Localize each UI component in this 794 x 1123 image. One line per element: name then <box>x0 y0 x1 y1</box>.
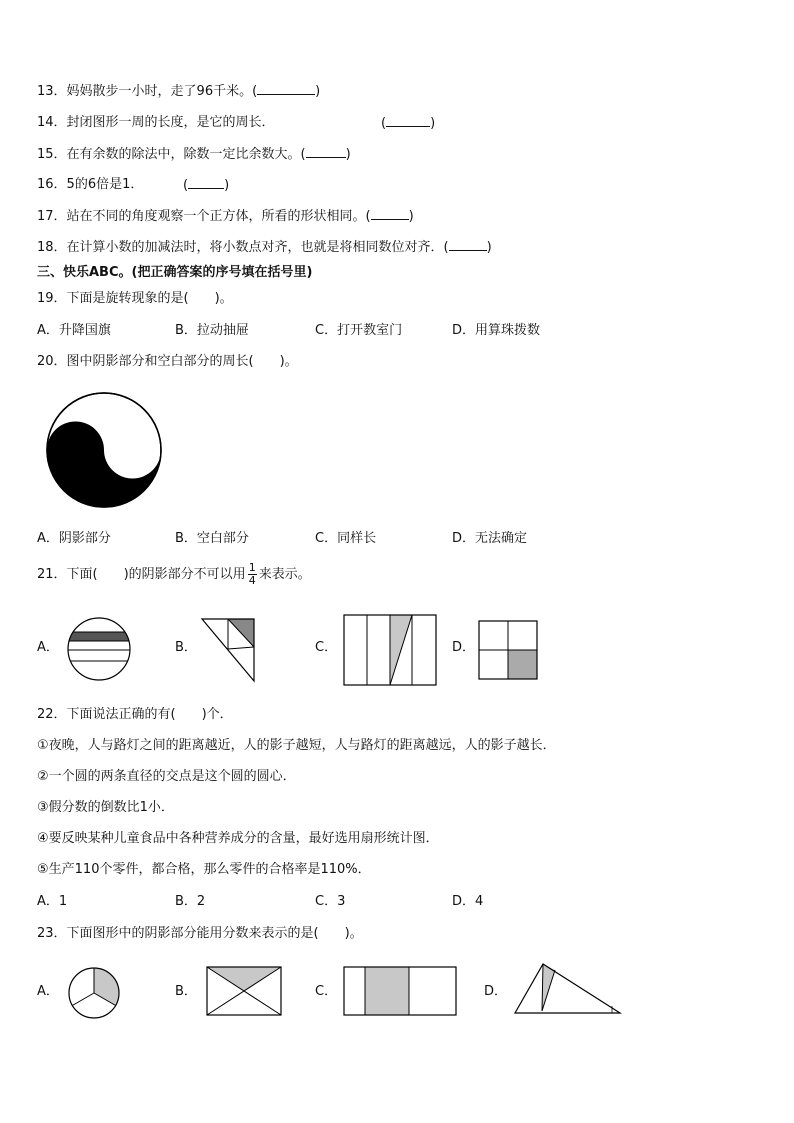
q21-label-a[interactable]: A． <box>37 640 59 655</box>
question-17: 17．站在不同的角度观察一个正方体，所看的形状相同。( ) <box>37 209 414 224</box>
q20-option-b[interactable]: B．空白部分 <box>175 531 249 546</box>
q23-figure-b-rectangle-diagonals <box>205 965 283 1017</box>
q20-option-d[interactable]: D．无法确定 <box>452 531 528 546</box>
fraction-one-quarter: $\frac{1}{4}$ <box>248 561 256 587</box>
q19-option-a[interactable]: A．升降国旗 <box>37 323 111 338</box>
question-13-text: 13．妈妈散步一小时，走了96千米。( <box>37 84 258 99</box>
question-14 <box>37 114 436 132</box>
question-16 <box>37 176 230 194</box>
q21-figure-b-triangle <box>200 617 258 683</box>
answer-blank-18[interactable] <box>449 238 487 251</box>
question-17-text: 17．站在不同的角度观察一个正方体，所看的形状相同。( <box>37 209 371 224</box>
q22-option-a[interactable]: A．1 <box>37 894 68 909</box>
q22-statement-1: ①夜晚，人与路灯之间的距离越近，人的影子越短，人与路灯的距离越远，人的影子越长． <box>37 738 556 753</box>
question-22-stem: 22．下面说法正确的有( )个． <box>37 707 233 722</box>
question-20-stem: 20．图中阴影部分和空白部分的周长( )。 <box>37 354 298 369</box>
q23-label-a[interactable]: A． <box>37 984 59 999</box>
q21-label-c[interactable]: C． <box>315 640 338 655</box>
section-3-title: 三、快乐ABC。(把正确答案的序号填在括号里) <box>37 265 313 280</box>
q22-option-d[interactable]: D．4 <box>452 894 484 909</box>
q23-figure-d-triangle <box>512 961 624 1017</box>
question-15: 15．在有余数的除法中，除数一定比余数大。( ) <box>37 147 351 162</box>
question-21-stem: 21．下面( )的阴影部分不可以用 $\frac{1}{4}$ 来表示。 <box>37 561 311 587</box>
question-13: 13．妈妈散步一小时，走了96千米。( ) <box>37 84 321 99</box>
q22-option-c[interactable]: C．3 <box>315 894 346 909</box>
q22-option-b[interactable]: B．2 <box>175 894 206 909</box>
question-16-answer: ( ) <box>183 178 230 193</box>
q22-statement-5: ⑤生产110个零件，都合格，那么零件的合格率是110%． <box>37 862 371 877</box>
answer-blank-15[interactable] <box>306 145 346 158</box>
answer-blank-17[interactable] <box>371 207 409 220</box>
q23-label-c[interactable]: C． <box>315 984 338 999</box>
question-19-stem: 19．下面是旋转现象的是( )。 <box>37 291 233 306</box>
q20-option-a[interactable]: A．阴影部分 <box>37 531 111 546</box>
question-18-text: 18．在计算小数的加减法时，将小数点对齐，也就是将相同数位对齐．( <box>37 240 449 255</box>
q21-label-d[interactable]: D． <box>452 640 476 655</box>
q21-label-b[interactable]: B． <box>175 640 197 655</box>
q20-option-c[interactable]: C．同样长 <box>315 531 377 546</box>
answer-blank-13[interactable] <box>257 82 315 95</box>
question-18: 18．在计算小数的加减法时，将小数点对齐，也就是将相同数位对齐．( ) <box>37 240 492 255</box>
q23-label-d[interactable]: D． <box>484 984 508 999</box>
question-14-text: 14．封闭图形一周的长度，是它的周长． <box>37 115 275 130</box>
q22-statement-4: ④要反映某种儿童食品中各种营养成分的含量，最好选用扇形统计图． <box>37 831 439 846</box>
question-14-answer: ( ) <box>381 116 436 131</box>
q19-option-b[interactable]: B．拉动抽屉 <box>175 323 249 338</box>
q22-statement-2: ②一个圆的两条直径的交点是这个圆的圆心． <box>37 769 296 784</box>
question-23-stem: 23．下面图形中的阴影部分能用分数来表示的是( )。 <box>37 926 363 941</box>
yin-yang-figure <box>44 390 164 510</box>
q22-statement-3: ③假分数的倒数比1小． <box>37 800 174 815</box>
q21-figure-a-striped-circle <box>66 616 132 682</box>
q23-label-b[interactable]: B． <box>175 984 197 999</box>
q21-figure-c-rectangle <box>342 613 438 687</box>
q23-figure-c-rectangle-parts <box>342 965 458 1017</box>
q21-figure-d-square <box>477 619 539 681</box>
question-15-text: 15．在有余数的除法中，除数一定比余数大。( <box>37 147 306 162</box>
answer-blank-16[interactable] <box>188 176 224 189</box>
question-16-text: 16．5的6倍是1． <box>37 177 144 192</box>
q23-figure-a-circle-thirds <box>66 965 122 1021</box>
answer-blank-14[interactable] <box>386 114 430 127</box>
q19-option-d[interactable]: D．用算珠拨数 <box>452 323 541 338</box>
q19-option-c[interactable]: C．打开教室门 <box>315 323 403 338</box>
